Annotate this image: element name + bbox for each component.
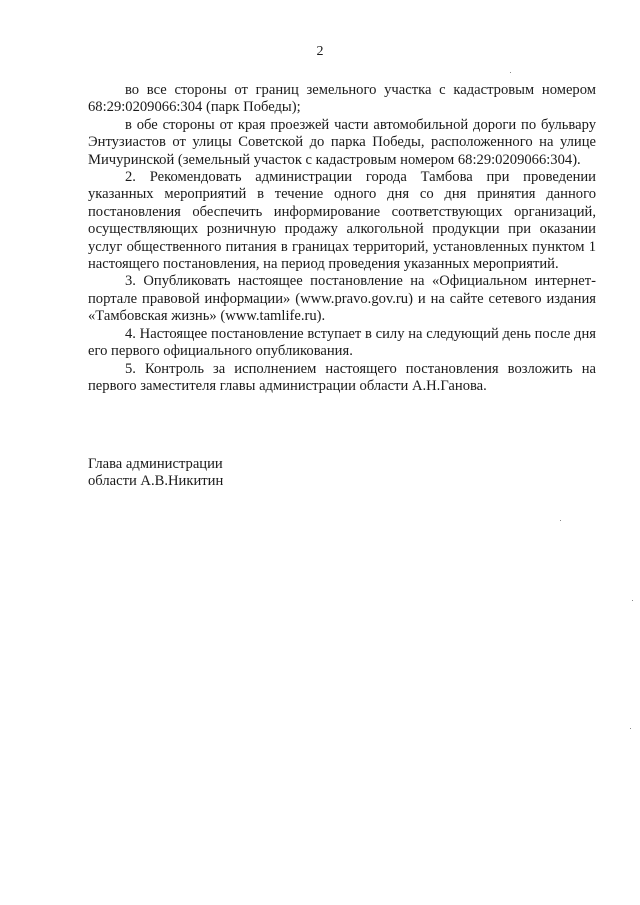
paragraph-boundary-park: во все стороны от границ земельного участка с кадастровым номером 68:29:0209066:304 (парк Победы); bbox=[88, 82, 596, 116]
scan-speck bbox=[630, 728, 631, 729]
signature-title: Глава администрации bbox=[88, 456, 223, 472]
paragraph-boundary-road: в обе стороны от края проезжей части автомобильной дороги по бульвару Энтузиастов от улицы Советской до парка Победы, расположенного на улице Мичуринской (земельный участок с кадастровым номером 68:29:0209066:304). bbox=[88, 116, 596, 168]
document-body bbox=[88, 82, 596, 395]
paragraph-item-5: 5. Контроль за исполнением настоящего постановления возложить на первого заместителя главы администрации области А.Н.Ганова. bbox=[88, 360, 596, 394]
scan-speck bbox=[510, 72, 511, 73]
page-number: 2 bbox=[316, 44, 324, 59]
signature-name: области А.В.Никитин bbox=[88, 473, 224, 489]
scan-speck bbox=[560, 520, 561, 521]
scan-speck bbox=[632, 600, 633, 601]
paragraph-item-4: 4. Настоящее постановление вступает в силу на следующий день после дня его первого официального опубликования. bbox=[88, 325, 596, 360]
paragraph-item-2: 2. Рекомендовать администрации города Тамбова при проведении указанных мероприятий в течение одного дня со дня принятия данного постановления обеспечить информирование соответствующих организаций, осуществляющих розничную продажу алкогольной продукции при оказании услуг общественного питания в границах территорий, установленных пунктом 1 настоящего постановления, на период проведения указанных мероприятий. bbox=[88, 169, 596, 273]
signature-block bbox=[88, 456, 223, 490]
paragraph-item-3: 3. Опубликовать настоящее постановление на «Официальном интернет-портале правовой информации» (www.pravo.gov.ru) и на сайте сетевого издания «Тамбовская жизнь» (www.tamlife.ru). bbox=[88, 273, 596, 325]
